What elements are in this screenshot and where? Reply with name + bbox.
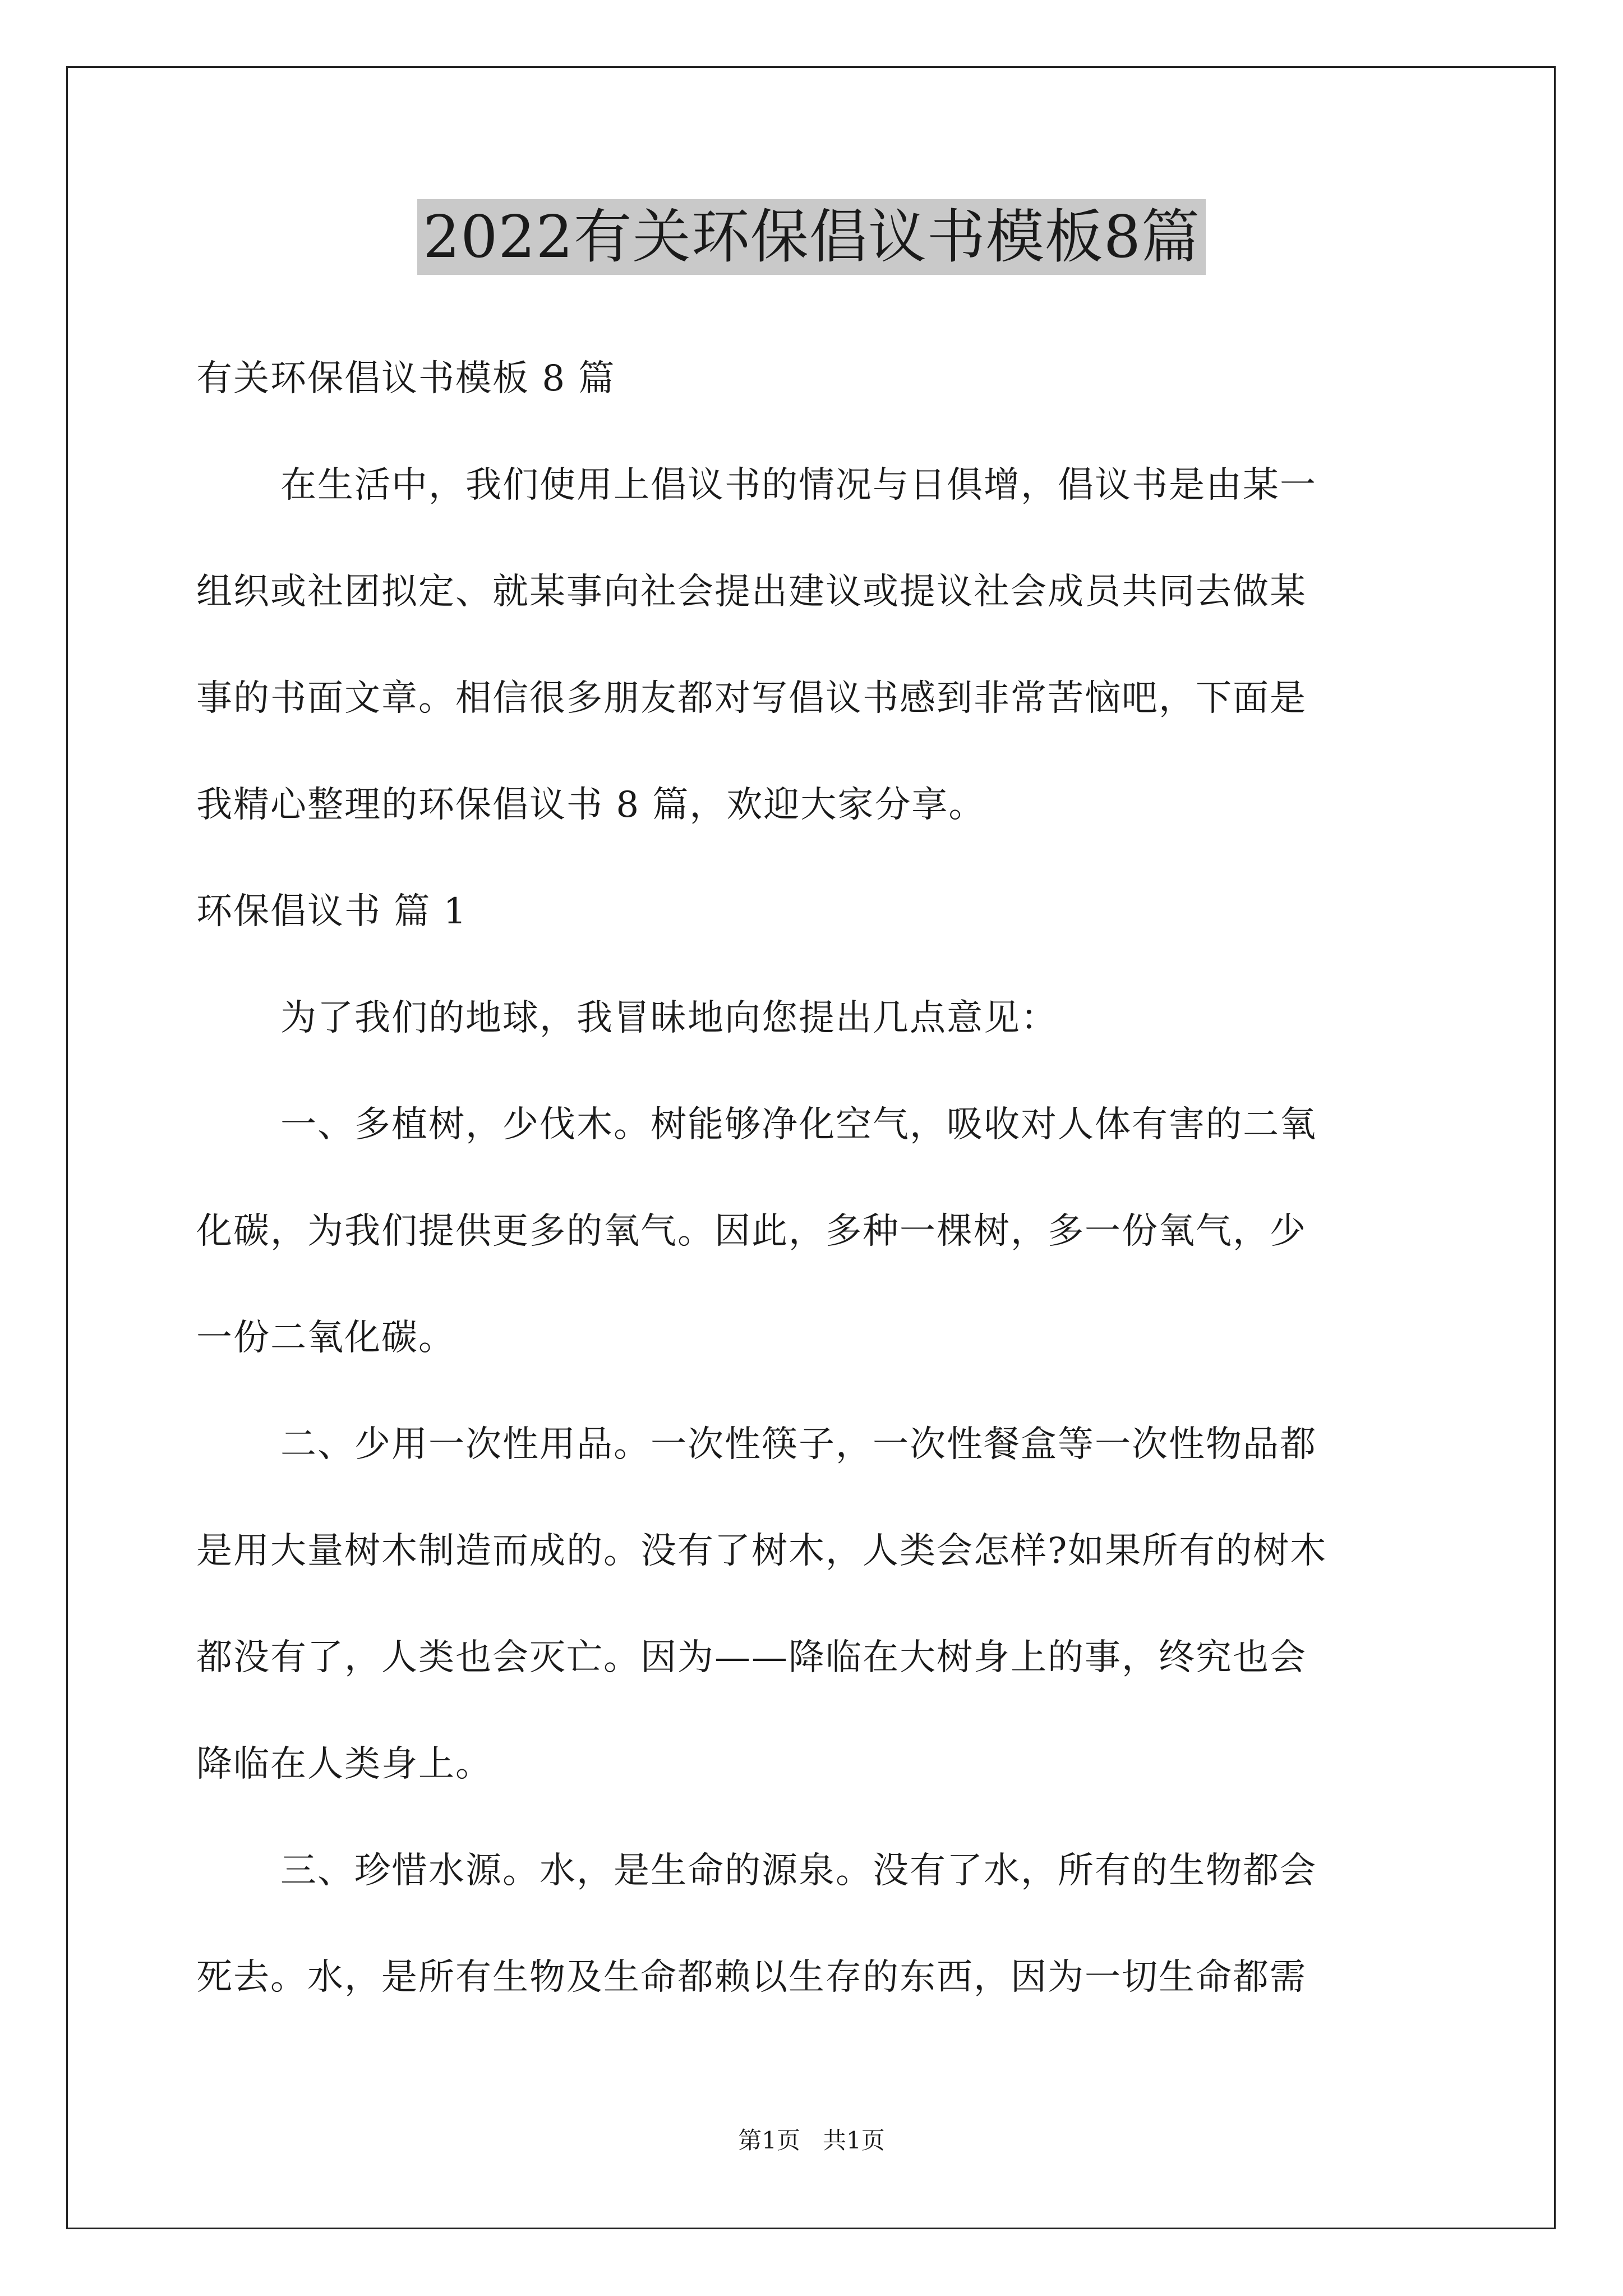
paragraph-line: 是用大量树木制造而成的。没有了树木，人类会怎样?如果所有的树木 bbox=[196, 1530, 1327, 1572]
paragraph-line: 一份二氧化碳。 bbox=[196, 1317, 455, 1359]
paragraph-line: 在生活中，我们使用上倡议书的情况与日俱增，倡议书是由某一 bbox=[280, 464, 1317, 506]
page-footer: 第1页 共1页 bbox=[738, 2127, 885, 2154]
paragraph-line: 都没有了，人类也会灭亡。因为——降临在大树身上的事，终究也会 bbox=[196, 1637, 1307, 1678]
paragraph-line: 降临在人类身上。 bbox=[196, 1743, 492, 1785]
document-title: 2022有关环保倡议书模板8篇 bbox=[417, 199, 1206, 275]
paragraph-line: 二、少用一次性用品。一次性筷子，一次性餐盒等一次性物品都 bbox=[280, 1424, 1317, 1465]
title-container bbox=[0, 199, 1623, 275]
section-heading: 环保倡议书 篇 1 bbox=[196, 891, 468, 932]
paragraph-line: 三、珍惜水源。水，是生命的源泉。没有了水，所有的生物都会 bbox=[280, 1850, 1317, 1892]
paragraph-line: 为了我们的地球，我冒昧地向您提出几点意见： bbox=[280, 997, 1058, 1039]
paragraph-line: 死去。水，是所有生物及生命都赖以生存的东西，因为一切生命都需 bbox=[196, 1957, 1307, 1998]
paragraph-line: 一、多植树，少伐木。树能够净化空气，吸收对人体有害的二氧 bbox=[280, 1104, 1317, 1145]
paragraph-line: 事的书面文章。相信很多朋友都对写倡议书感到非常苦恼吧，下面是 bbox=[196, 678, 1307, 719]
subtitle-line: 有关环保倡议书模板 8 篇 bbox=[196, 358, 616, 399]
paragraph-line: 化碳，为我们提供更多的氧气。因此，多种一棵树，多一份氧气，少 bbox=[196, 1211, 1307, 1252]
paragraph-line: 我精心整理的环保倡议书 8 篇，欢迎大家分享。 bbox=[196, 784, 986, 826]
paragraph-line: 组织或社团拟定、就某事向社会提出建议或提议社会成员共同去做某 bbox=[196, 571, 1307, 613]
